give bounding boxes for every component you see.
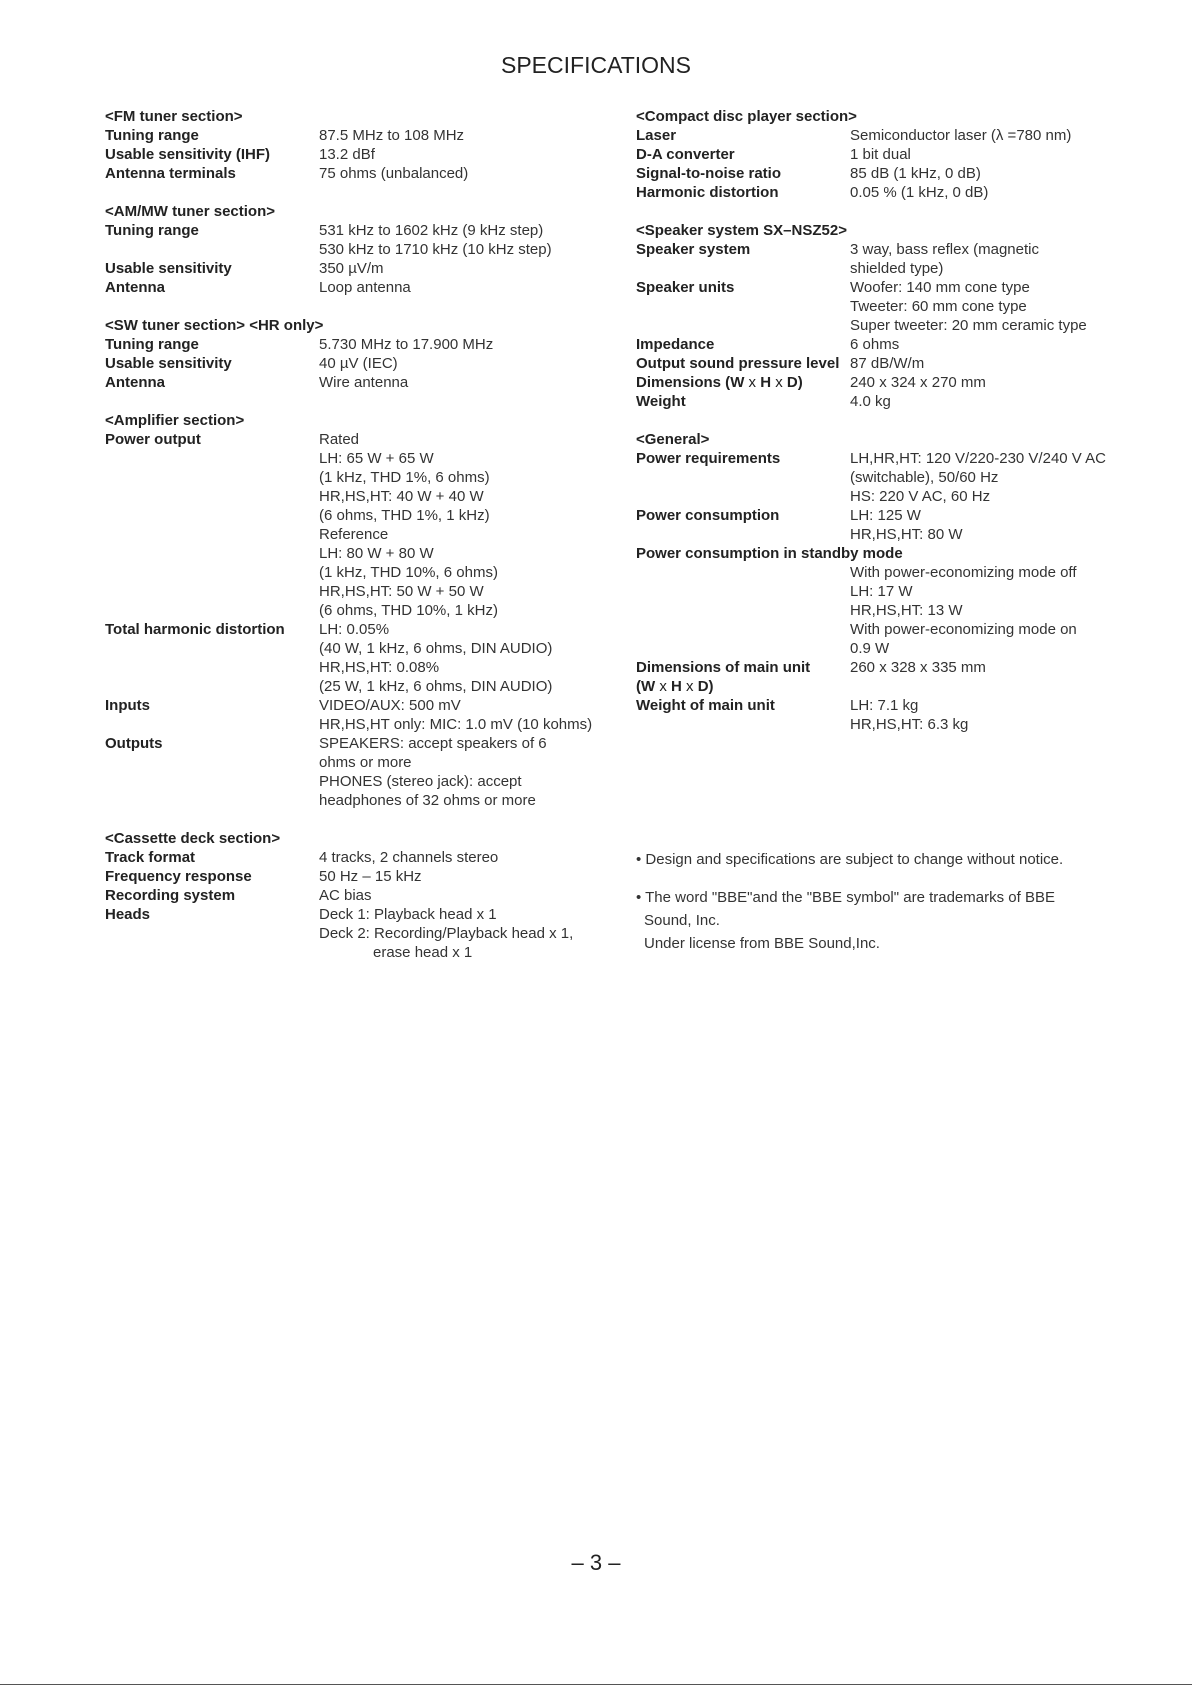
label-text: x [686,678,694,695]
spec-label: Weight of main unit [636,697,775,714]
spec-value-text: erase head x 1 [373,944,473,961]
spec-value: AC bias [319,887,372,904]
spec-value-line: 0.9 W [850,640,890,657]
general-main-weight-row [636,696,1192,734]
spec-value-line: (25 W, 1 kHz, 6 ohms, DIN AUDIO) [319,678,553,695]
spec-label: Heads [105,906,151,923]
spec-value-line: 3 way, bass reflex (magnetic [850,241,1039,258]
cd-harmonic-distortion-row [636,183,1192,202]
label-text: Dimensions ( [636,374,731,391]
spec-value [319,905,645,962]
spec-label: Laser [636,127,677,144]
label-text: H [671,678,682,695]
spec-value-line: shielded type) [850,260,944,277]
spec-value-line: LH: 125 W [850,507,921,524]
spec-label: Tuning range [105,336,199,353]
spec-label: Tuning range [105,127,199,144]
spec-value-line: Deck 1: Playback head x 1 [319,906,497,923]
label-line: Dimensions of main unit [636,659,811,676]
spec-value-line: ohms or more [319,754,412,771]
amp-power-output-row [105,430,645,620]
spec-value: 40 µV (IEC) [319,355,398,372]
spec-value-line: (40 W, 1 kHz, 6 ohms, DIN AUDIO) [319,640,553,657]
spec-value-line: With power-economizing mode on [850,621,1077,638]
spec-value: 4 tracks, 2 channels stereo [319,849,499,866]
spec-value-line: LH: 65 W + 65 W [319,450,434,467]
amp-outputs-row [105,734,645,810]
spec-label: Recording system [105,887,236,904]
speaker-impedance-row [636,335,1192,354]
spec-label: Impedance [636,336,715,353]
speaker-spl-row [636,354,1192,373]
spec-value-line: LH: 7.1 kg [850,697,919,714]
spec-value-line: 530 kHz to 1710 kHz (10 kHz step) [319,241,552,258]
spec-label: Weight [636,393,686,410]
label-text: D [697,678,709,695]
spec-label: D-A converter [636,146,735,163]
label-text: W [641,678,656,695]
spec-value [850,240,1192,278]
spec-value: 87.5 MHz to 108 MHz [319,127,465,144]
spec-value-line: Super tweeter: 20 mm ceramic type [850,317,1087,334]
note-line: • The word "BBE"and the "BBE symbol" are trademarks of BBE [636,889,1055,906]
general-standby-row [636,563,1192,658]
fm-antenna-row [105,164,645,183]
general-main-dimensions-row [636,658,1192,696]
spec-label: Antenna terminals [105,165,236,182]
cd-da-converter-row [636,145,1192,164]
cd-laser-row [636,126,1192,145]
cassette-frequency-row [105,867,645,886]
spec-value-line: HR,HS,HT: 13 W [850,602,963,619]
spec-label: Speaker system [636,241,751,258]
spec-value [850,696,1192,734]
spec-value [850,563,1192,658]
spec-value-line: LH: 80 W + 80 W [319,545,434,562]
speaker-units-row [636,278,1192,335]
sw-tuning-range-row [105,335,645,354]
spec-label: Speaker units [636,279,735,296]
label-text: x [748,374,757,391]
spec-label: Power requirements [636,450,781,467]
fm-section-header: <FM tuner section> [105,108,243,125]
speaker-weight-row [636,392,1192,411]
spec-value-line: PHONES (stereo jack): accept [319,773,522,790]
spec-value: 75 ohms (unbalanced) [319,165,469,182]
spec-value: Wire antenna [319,374,409,391]
speaker-system-row [636,240,1192,278]
spec-value: 350 µV/m [319,260,384,277]
spec-value-line: HR,HS,HT: 6.3 kg [850,716,969,733]
spec-value-line: HR,HS,HT only: MIC: 1.0 mV (10 kohms) [319,716,593,733]
spec-value: 4.0 kg [850,393,891,410]
left-column [105,107,645,962]
amplifier-section-header: <Amplifier section> [105,412,245,429]
cassette-heads-row [105,905,645,962]
note-design-change: • Design and specifications are subject to change without notice. [636,851,1064,868]
spec-value-line: SPEAKERS: accept speakers of 6 [319,735,547,752]
fm-tuning-range-row [105,126,645,145]
spec-value-line: HR,HS,HT: 50 W + 50 W [319,583,484,600]
spec-label: Usable sensitivity [105,260,232,277]
spec-value-line: LH: 17 W [850,583,913,600]
note-trademark [636,886,1063,955]
amp-inputs-row [105,696,645,734]
spec-value-line: Deck 2: Recording/Playback head x 1, [319,925,574,942]
spec-value-line: (switchable), 50/60 Hz [850,469,999,486]
cassette-recording-row [105,886,645,905]
spec-value-line [319,943,645,962]
spec-value-line: (1 kHz, THD 10%, 6 ohms) [319,564,498,581]
label-text: ) [797,374,803,391]
spec-label: Inputs [105,697,150,714]
spec-value: 6 ohms [850,336,900,353]
spec-value-line: (6 ohms, THD 10%, 1 kHz) [319,602,498,619]
label-text: W [730,374,745,391]
spec-value-line: LH: 0.05% [319,621,390,638]
general-power-requirements-row [636,449,1192,506]
spec-label: Outputs [105,735,163,752]
spec-value [850,449,1192,506]
notes-block [636,848,1063,955]
spec-label: Track format [105,849,196,866]
spec-value [319,696,645,734]
cd-section-header: <Compact disc player section> [636,108,857,125]
spec-value [319,221,645,259]
right-column [636,107,1192,734]
page-number: – 3 – [571,1550,621,1575]
spec-value: 5.730 MHz to 17.900 MHz [319,336,494,353]
spec-label-spacer [636,563,850,658]
cassette-section-header: <Cassette deck section> [105,830,281,847]
spec-label: Tuning range [105,222,199,239]
label-text: H [760,374,772,391]
spec-value [319,734,645,810]
page-title: SPECIFICATIONS [501,52,691,78]
spec-value: 50 Hz – 15 kHz [319,868,422,885]
spec-value [319,430,645,620]
general-standby-label: Power consumption in standby mode [636,545,903,562]
label-text: x [775,374,783,391]
spec-label: Power consumption [636,507,780,524]
sw-antenna-row [105,373,645,392]
spec-value-line: HR,HS,HT: 40 W + 40 W [319,488,484,505]
sw-section-header: <SW tuner section> <HR only> [105,317,324,334]
am-section-header: <AM/MW tuner section> [105,203,276,220]
spec-value: 13.2 dBf [319,146,375,163]
spec-value-line: Reference [319,526,389,543]
spec-value-line: HS: 220 V AC, 60 Hz [850,488,991,505]
label-text: D [786,374,798,391]
spec-label: Harmonic distortion [636,184,779,201]
spec-label: Antenna [105,279,165,296]
spec-label: Output sound pressure level [636,355,840,372]
spec-label [636,373,850,392]
label-text: x [659,678,667,695]
general-section-header: <General> [636,431,710,448]
spec-value [319,620,645,696]
spec-label: Power output [105,431,201,448]
am-antenna-row [105,278,645,297]
spec-label: Usable sensitivity [105,355,232,372]
amp-thd-row [105,620,645,696]
spec-value [850,506,1192,544]
spec-label: Usable sensitivity (IHF) [105,146,271,163]
spec-value-line: LH,HR,HT: 120 V/220-230 V/240 V AC [850,450,1106,467]
am-sensitivity-row [105,259,645,278]
spec-value-line: 531 kHz to 1602 kHz (9 kHz step) [319,222,544,239]
spec-label: Total harmonic distortion [105,621,285,638]
label-line: (W x H x D) [636,678,714,695]
spec-value: 1 bit dual [850,146,911,163]
cd-snr-row [636,164,1192,183]
spec-label: Antenna [105,374,165,391]
spec-value: Loop antenna [319,279,411,296]
spec-value-line: (6 ohms, THD 1%, 1 kHz) [319,507,490,524]
note-line: Under license from BBE Sound,Inc. [644,935,880,952]
spec-value-line: Rated [319,431,360,448]
am-tuning-range-row [105,221,645,259]
cassette-track-row [105,848,645,867]
spec-value-line: Tweeter: 60 mm cone type [850,298,1027,315]
spec-value: Semiconductor laser (λ =780 nm) [850,127,1072,144]
note-line: Sound, Inc. [644,912,720,929]
general-power-consumption-row [636,506,1192,544]
spec-value-line: Woofer: 140 mm cone type [850,279,1030,296]
sw-sensitivity-row [105,354,645,373]
spec-value: 87 dB/W/m [850,355,925,372]
fm-sensitivity-row [105,145,645,164]
spec-value: 260 x 328 x 335 mm [850,659,986,676]
spec-label [636,658,850,696]
spec-value-line: headphones of 32 ohms or more [319,792,536,809]
spec-label: Signal-to-noise ratio [636,165,782,182]
spec-value: 240 x 324 x 270 mm [850,374,986,391]
spec-value-line: (1 kHz, THD 1%, 6 ohms) [319,469,490,486]
spec-value-line: VIDEO/AUX: 500 mV [319,697,461,714]
spec-value [850,278,1192,335]
spec-value: 0.05 % (1 kHz, 0 dB) [850,184,989,201]
speaker-section-header: <Speaker system SX–NSZ52> [636,222,847,239]
spec-label: Frequency response [105,868,252,885]
spec-value: 85 dB (1 kHz, 0 dB) [850,165,981,182]
spec-value-line: HR,HS,HT: 80 W [850,526,963,543]
spec-value-line: HR,HS,HT: 0.08% [319,659,440,676]
speaker-dimensions-row [636,373,1192,392]
spec-value-line: With power-economizing mode off [850,564,1077,581]
